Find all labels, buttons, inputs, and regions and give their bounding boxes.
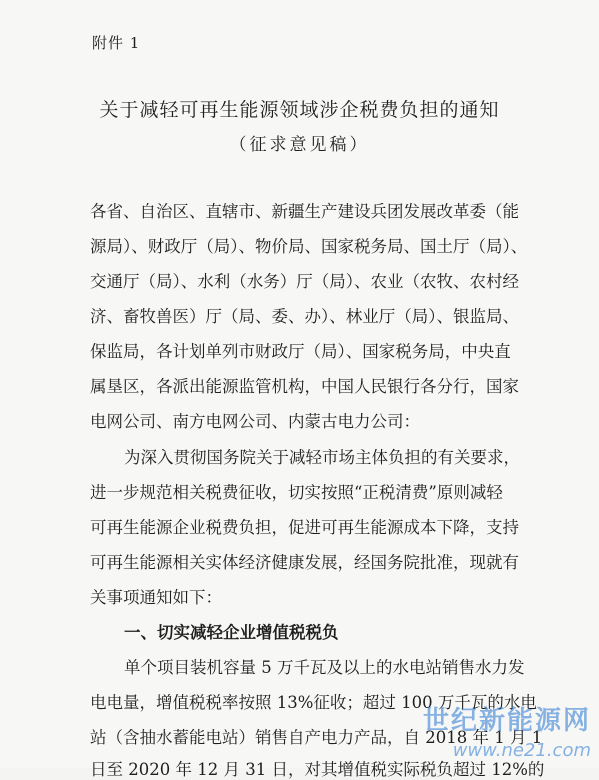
recipients-line: 济、畜牧兽医）厅（局、委、办）、林业厅（局）、银监局、 bbox=[90, 307, 519, 326]
attachment-label: 附件 1 bbox=[92, 34, 141, 52]
section-line: 单个项目装机容量 5 万千瓦及以上的水电站销售水力发 bbox=[124, 658, 525, 677]
watermark-text: 世纪新能源网 bbox=[422, 706, 591, 736]
recipients-line: 保监局，各计划单列市财政厅（局）、国家税务局，中央直 bbox=[90, 342, 511, 361]
intro-line: 可再生能源相关实体经济健康发展，经国务院批准，现就有 bbox=[90, 553, 519, 572]
intro-line: 可再生能源企业税费负担，促进可再生能源成本下降，支持 bbox=[90, 518, 519, 537]
document-subtitle: （征求意见稿） bbox=[229, 135, 370, 155]
section-heading: 一、切实减轻企业增值税税负 bbox=[124, 623, 339, 642]
recipients-line: 电网公司、南方电网公司、内蒙古电力公司： bbox=[90, 412, 420, 431]
section-line: 站（含抽水蓄能电站）销售自产电力产品，自 2018 年 1 月 1 bbox=[90, 728, 543, 747]
watermark-url: www.ne21.com bbox=[452, 740, 591, 761]
intro-line: 关事项通知如下： bbox=[90, 588, 222, 607]
recipients-line: 属垦区，各派出能源监管机构，中国人民银行各分行，国家 bbox=[90, 377, 519, 396]
recipients-line: 源局）、财政厅（局）、物价局、国家税务局、国土厅（局）、 bbox=[90, 237, 528, 256]
intro-line: 为深入贯彻国务院关于减轻市场主体负担的有关要求， bbox=[124, 448, 520, 467]
intro-line: 进一步规范相关税费征收，切实按照“正税清费”原则减轻 bbox=[90, 483, 503, 502]
recipients-line: 各省、自治区、直辖市、新疆生产建设兵团发展改革委（能 bbox=[90, 202, 519, 221]
section-line: 日至 2020 年 12 月 31 日，对其增值税实际税负超过 12%的 bbox=[90, 760, 545, 779]
section-line: 电电量，增值税税率按照 13%征收；超过 100 万千瓦的水电 bbox=[90, 693, 537, 712]
watermark bbox=[423, 706, 591, 762]
document-title: 关于减轻可再生能源领域涉企税费负担的通知 bbox=[99, 99, 500, 121]
recipients-line: 交通厅（局）、水利（水务）厅（局）、农业（农牧、农村经 bbox=[90, 272, 519, 291]
